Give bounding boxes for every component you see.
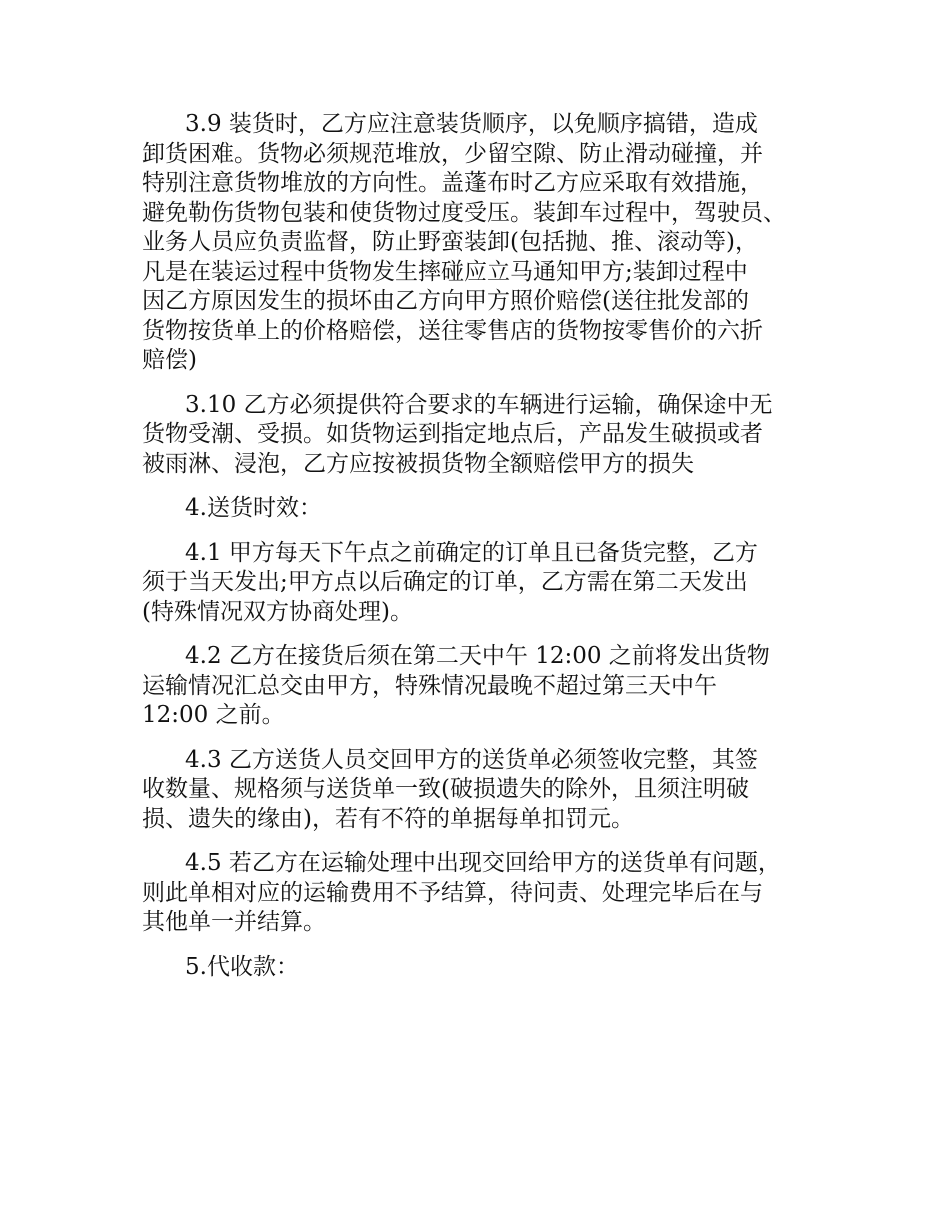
text-line: 3.10 乙方必须提供符合要求的车辆进行运输，确保途中无 <box>185 391 773 418</box>
document-page <box>142 110 832 997</box>
text-line: 5.代收款： <box>185 953 299 980</box>
paragraph-4-1 <box>142 539 832 628</box>
text-line: 损、遗失的缘由)，若有不符的单据每单扣罚元。 <box>142 805 634 832</box>
text-line: 货物按货单上的价格赔偿，送往零售店的货物按零售价的六折 <box>142 317 763 344</box>
text-line: 则此单相对应的运输费用不予结算，待问责、处理完毕后在与 <box>142 879 763 906</box>
text-line: 12:00 之前。 <box>142 702 285 728</box>
text-line: 4.3 乙方送货人员交回甲方的送货单必须签收完整，其签 <box>185 746 758 773</box>
paragraph-3-10 <box>142 391 832 480</box>
text-line: 业务人员应负责监督，防止野蛮装卸(包括抛、推、滚动等)， <box>142 229 758 255</box>
paragraph-4-3 <box>142 746 832 835</box>
text-line: 4.送货时效： <box>185 495 322 521</box>
text-line: 运输情况汇总交由甲方，特殊情况最晚不超过第三天中午 <box>142 672 717 699</box>
text-line: 3.9 装货时，乙方应注意装货顺序，以免顺序搞错，造成 <box>185 111 758 137</box>
text-line: (特殊情况双方协商处理)。 <box>142 598 413 625</box>
text-line: 卸货困难。货物必须规范堆放，少留空隙、防止滑动碰撞，并 <box>142 140 763 167</box>
text-line: 4.1 甲方每天下午点之前确定的订单且已备货完整，乙方 <box>185 539 758 566</box>
section-heading-4 <box>142 494 832 524</box>
text-line: 被雨淋、浸泡，乙方应按被损货物全额赔偿甲方的损失 <box>142 450 694 477</box>
text-line: 凡是在装运过程中货物发生摔碰应立马通知甲方;装卸过程中 <box>142 258 748 285</box>
text-line: 避免勒伤货物包装和使货物过度受压。装卸车过程中，驾驶员、 <box>142 199 786 226</box>
text-line: 赔偿) <box>142 347 197 373</box>
text-line: 须于当天发出;甲方点以后确定的订单，乙方需在第二天发出 <box>142 569 748 595</box>
text-line: 货物受潮、受损。如货物运到指定地点后，产品发生破损或者 <box>142 421 763 447</box>
paragraph-3-9 <box>142 110 832 376</box>
section-heading-5 <box>142 953 832 983</box>
text-line: 其他单一并结算。 <box>142 909 326 935</box>
text-line: 4.5 若乙方在运输处理中出现交回给甲方的送货单有问题， <box>185 850 781 876</box>
text-line: 4.2 乙方在接货后须在第二天中午 12:00 之前将发出货物 <box>185 643 770 669</box>
text-line: 因乙方原因发生的损坏由乙方向甲方照价赔偿(送往批发部的 <box>142 288 749 314</box>
paragraph-4-5 <box>142 849 832 938</box>
text-line: 特别注意货物堆放的方向性。盖蓬布时乙方应采取有效措施， <box>142 170 763 196</box>
paragraph-4-2 <box>142 642 832 731</box>
text-line: 收数量、规格须与送货单一致(破损遗失的除外，且须注明破 <box>142 776 749 802</box>
